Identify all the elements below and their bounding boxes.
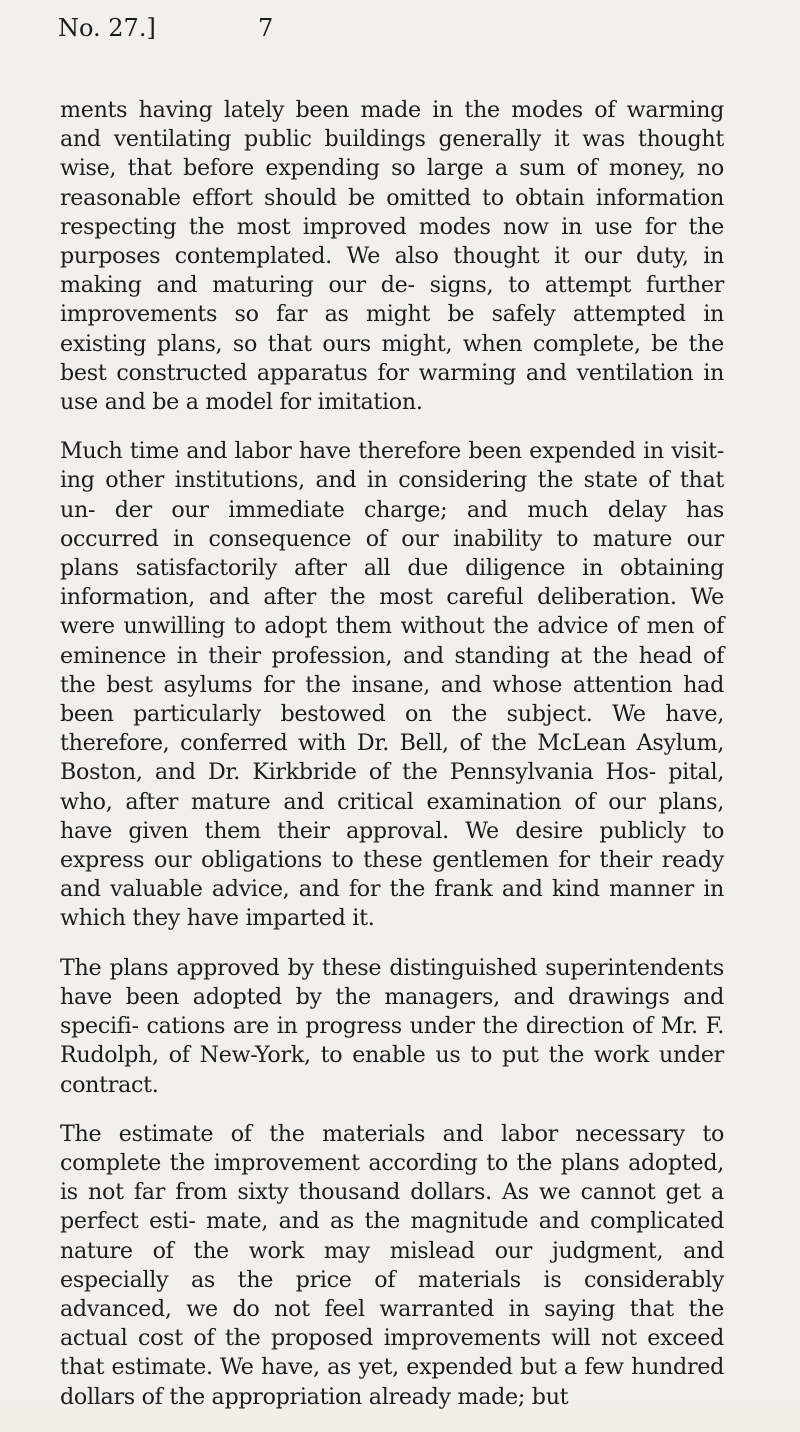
document-body (60, 96, 724, 1432)
document-number: No. 27.] (58, 14, 156, 42)
page-header (58, 14, 338, 54)
paragraph-3: The plans approved by these distinguished superintendents have been adopted by the managers, and drawings and specifi- cations are in progress under the direction of Mr. F. Rudolph, of New-York, to enable us to put the work under contract. (60, 954, 724, 1098)
page-number: 7 (258, 14, 274, 42)
paragraph-2: Much time and labor have therefore been expended in visit- ing other institutions, and in considering the state of that un- der our immediate charge; and much delay has occurred in consequence of our inability to mature our plans satisfactorily after all due diligence in obtaining information, and after the most careful deliberation. We were unwilling to adopt them without the advice of men of eminence in their profession, and standing at the head of the best asylums for the insane, and whose attention had been particularly bestowed on the subject. We have, therefore, conferred with Dr. Bell, of the McLean Asylum, Boston, and Dr. Kirkbride of the Pennsylvania Hos- pital, who, after mature and critical examination of our plans, have given them their approval. We desire publicly to express our obligations to these gentlemen for their ready and valuable advice, and for the frank and kind manner in which they have imparted it. (60, 438, 724, 932)
paragraph-4: The estimate of the materials and labor necessary to complete the improvement according to the plans adopted, is not far from sixty thousand dollars. As we cannot get a perfect esti- mate, and as the magnitude and complicated nature of the work may mislead our judgment, and especially as the price of materials is considerably advanced, we do not feel warranted in saying that the actual cost of the proposed improvements will not exceed that estimate. We have, as yet, expended but a few hundred dollars of the appropriation already made; but (60, 1120, 724, 1410)
paragraph-1: ments having lately been made in the modes of warming and ventilating public buildings generally it was thought wise, that before expending so large a sum of money, no reasonable effort should be omitted to obtain information respecting the most improved modes now in use for the purposes contemplated. We also thought it our duty, in making and maturing our de- signs, to attempt further improvements so far as might be safely attempted in existing plans, so that ours might, when complete, be the best constructed apparatus for warming and ventilation in use and be a model for imitation. (60, 97, 724, 416)
